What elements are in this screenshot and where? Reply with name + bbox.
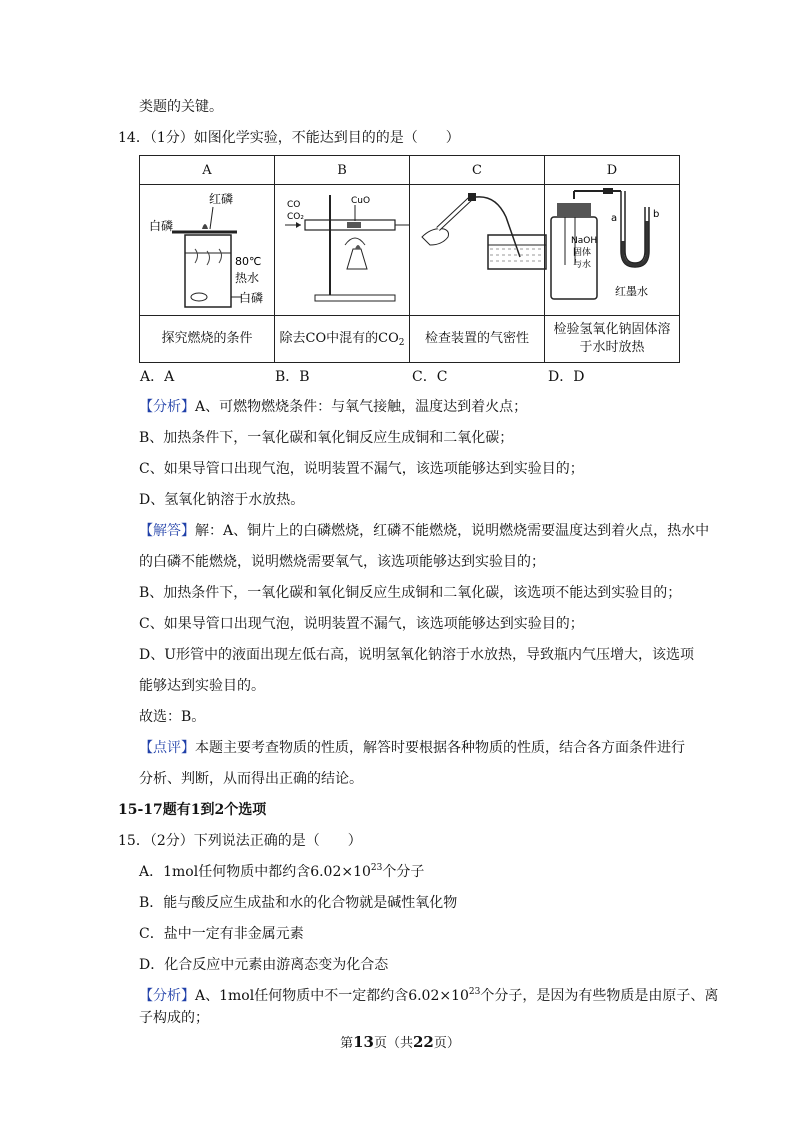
- q15-option-a-tail: 个分子: [382, 864, 425, 880]
- figure-c-cell: [410, 185, 545, 316]
- caption-c: 检查装置的气密性: [410, 316, 545, 363]
- q14-review-line-1: [139, 738, 685, 758]
- q15-analysis-text: A、1mol任何物质中不一定都约含6.02×10: [195, 988, 469, 1004]
- q14-answer-line-5: D、U形管中的液面出现左低右高，说明氢氧化钠溶于水放热，导致瓶内气压增大，该选项: [139, 647, 695, 663]
- label-water: 与水: [573, 260, 592, 270]
- q14-answer-line-6: 能够达到实验目的。: [139, 678, 265, 694]
- caption-b: [275, 316, 410, 363]
- figure-a-cell: [140, 185, 275, 316]
- label-co: CO: [287, 200, 301, 210]
- q14-choice: 故选：B。: [139, 709, 206, 725]
- header-d: D: [545, 156, 680, 185]
- label-a: a: [611, 213, 618, 224]
- q14-answer-line-1: [139, 521, 709, 541]
- label-ink: 红墨水: [615, 285, 648, 298]
- analysis-text-1: A、可燃物燃烧条件：与氧气接触，温度达到着火点；: [195, 399, 528, 415]
- header-a: A: [140, 156, 275, 185]
- q14-analysis-line-4: D、氢氧化钠溶于水放热。: [139, 492, 305, 508]
- q14-option-b: B．B: [275, 369, 310, 385]
- q15-score: （2分）: [149, 833, 194, 849]
- q15-analysis-sup: 23: [468, 987, 481, 997]
- q15-analysis-tail: 个分子，是因为有些物质是由原子、离: [480, 988, 719, 1004]
- q14-analysis-line-3: C、如果导管口出现气泡，说明装置不漏气，该选项能够达到实验目的；: [139, 461, 584, 477]
- header-c: C: [410, 156, 545, 185]
- footer-page: 13: [353, 1033, 374, 1051]
- q14-review-line-2: 分析、判断，从而得出正确的结论。: [139, 771, 363, 787]
- caption-d-line2: 于水时放热: [579, 340, 645, 355]
- q15-option-b: B．能与酸反应生成盐和水的化合物就是碱性氧化物: [139, 895, 458, 911]
- label-red-p: 红磷: [209, 192, 234, 206]
- label-naoh: NaOH: [571, 236, 598, 246]
- intro-tail: 类题的关键。: [139, 99, 223, 115]
- q15-option-a-sup: 23: [370, 863, 383, 873]
- page-footer: [0, 1032, 800, 1051]
- q15-stem: 下列说法正确的是（ ）: [193, 833, 362, 849]
- q15-option-d: D．化合反应中元素由游离态变为化合态: [139, 957, 389, 973]
- caption-b-sub: 2: [398, 338, 405, 348]
- q14-option-a: A．A: [140, 369, 175, 385]
- figure-c-airtightness: [410, 185, 550, 311]
- q15-analysis-tag: 【分析】: [139, 988, 195, 1004]
- figure-d-u-tube: [545, 185, 685, 311]
- footer-total: 22: [413, 1033, 434, 1051]
- q14-answer-line-2: 的白磷不能燃烧，说明燃烧需要氧气，该选项能够达到实验目的；: [139, 554, 545, 570]
- q14-analysis-line-1: [139, 397, 527, 417]
- figure-b-co-reduction: [275, 185, 415, 311]
- answer-tag: 【解答】: [139, 523, 195, 539]
- figure-b-cell: [275, 185, 410, 316]
- footer-post: 页）: [433, 1036, 460, 1051]
- figure-a-combustion: [147, 185, 267, 311]
- footer-mid: 页（共: [373, 1036, 413, 1051]
- label-white-p2: 白磷: [239, 291, 264, 305]
- caption-b-text: 除去CO中混有的CO: [279, 331, 399, 346]
- label-b: b: [653, 209, 660, 220]
- q14-stem: 如图化学实验，不能达到目的的是（ ）: [193, 130, 460, 146]
- q15-stem-line: [118, 831, 362, 851]
- header-b: B: [275, 156, 410, 185]
- q14-answer-line-4: C、如果导管口出现气泡，说明装置不漏气，该选项能够达到实验目的；: [139, 616, 584, 632]
- label-hot-water: 热水: [235, 271, 260, 285]
- figure-d-cell: [545, 185, 680, 316]
- q15-option-c: C．盐中一定有非金属元素: [139, 926, 304, 942]
- q15-number: 15．: [118, 833, 150, 849]
- review-text-1: 本题主要考查物质的性质，解答时要根据各种物质的性质，结合各方面条件进行: [195, 740, 685, 756]
- q14-analysis-line-2: B、加热条件下，一氧化碳和氧化铜反应生成铜和二氧化碳；: [139, 430, 514, 446]
- label-co2: CO₂: [287, 212, 304, 222]
- q14-option-d: D．D: [548, 369, 585, 385]
- answer-text-1: 解：A、铜片上的白磷燃烧，红磷不能燃烧，说明燃烧需要温度达到着火点，热水中: [195, 523, 710, 539]
- q14-option-c: C．C: [412, 369, 448, 385]
- q15-analysis-line-1: [139, 986, 718, 1006]
- label-white-p: 白磷: [149, 219, 174, 233]
- label-solid: 固体: [573, 248, 592, 258]
- label-cuo: CuO: [351, 196, 371, 206]
- q15-analysis-line-2: 子构成的；: [139, 1010, 209, 1026]
- label-temp: 80℃: [235, 255, 262, 268]
- review-tag: 【点评】: [139, 740, 195, 756]
- q15-option-a: [139, 862, 424, 882]
- q15-option-a-text: A．1mol任何物质中都约含6.02×10: [139, 864, 371, 880]
- caption-d-line1: 检验氢氧化钠固体溶: [553, 322, 671, 337]
- q14-score: （1分）: [149, 130, 194, 146]
- section-title: 15-17题有1到2个选项: [118, 802, 267, 818]
- q14-number: 14．: [118, 130, 150, 146]
- analysis-tag: 【分析】: [139, 399, 195, 415]
- footer-pre: 第: [340, 1036, 354, 1051]
- caption-d: [545, 316, 680, 363]
- caption-a: 探究燃烧的条件: [140, 316, 275, 363]
- q14-answer-line-3: B、加热条件下，一氧化碳和氧化铜反应生成铜和二氧化碳，该选项不能达到实验目的；: [139, 585, 682, 601]
- q14-figure-table: [139, 155, 680, 363]
- q14-stem-line: [118, 128, 460, 148]
